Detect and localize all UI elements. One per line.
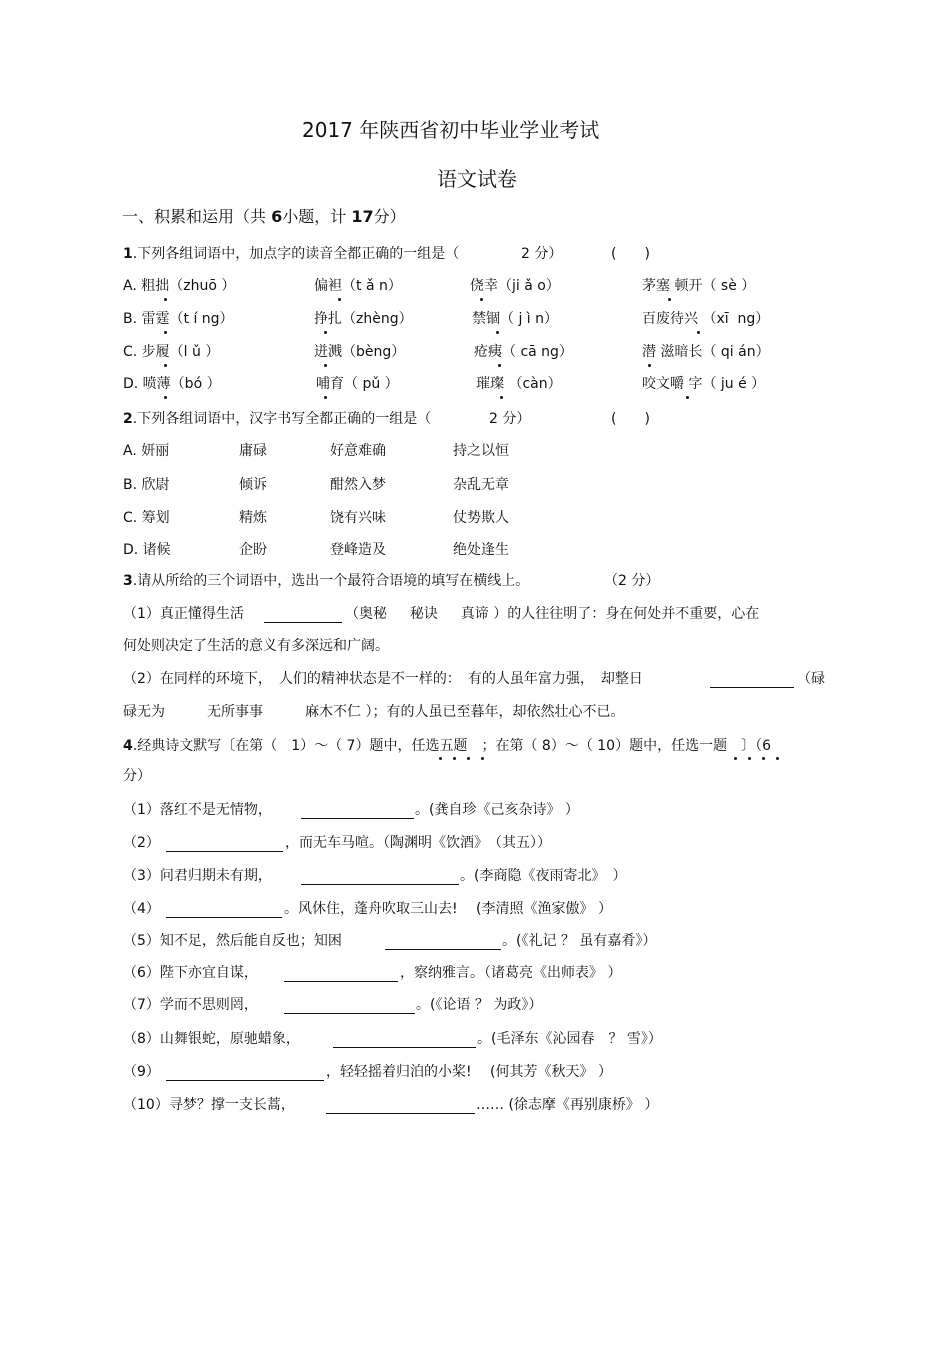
emphasis-dot [481,757,484,760]
q4-item-2-source: ，而无车马喧。（陶渊明《饮酒》 （其五）） [285,835,551,851]
emphasis-dot [697,331,700,334]
emphasis-dot [453,757,456,760]
emphasis-dot [496,331,499,334]
q2-option-b-4: 杂乱无章 [453,477,509,493]
q4-item-9-source: ，轻轻摇着归泊的小桨! (何其芳《秋天》 ） [326,1064,612,1080]
q1-option-c-2: 迸溅（bèng） [314,344,406,360]
q3-part1-blank[interactable] [264,622,342,623]
q3-part1-rest: （奥秘 秘诀 真谛 ）的人往往明了：身在何处并不重要，心在 [345,606,760,622]
q4-item-10-lead: （10）寻梦？撑一支长蒿， [123,1097,295,1113]
q4-item-2-blank[interactable] [166,851,283,852]
q2-option-d-4: 绝处逢生 [453,542,509,558]
q4-item-1-lead: （1）落红不是无情物， [123,802,272,818]
q2-option-a-1: A. 妍丽 [123,443,170,459]
q4-item-4-source: 。风休住，蓬舟吹取三山去! (李清照《渔家傲》 ） [284,901,612,917]
q2-option-a-2: 庸碌 [239,443,267,459]
q3-part2-lead: （2）在同样的环境下， 人们的精神状态是不一样的： 有的人虽年富力强， 却整日 [123,671,643,687]
q4-item-9-blank[interactable] [166,1080,324,1081]
emphasis-dot [439,757,442,760]
q2-option-c-3: 饶有兴味 [330,510,386,526]
q2-option-d-1: D. 诸候 [123,542,171,558]
question-4-stem: 4.经典诗文默写〔在第（ 1）～（ 7）题中，任选五题 ；在第（ 8）～（ 10）题中，任选一题 〕（6 [123,738,771,754]
q1-option-c-1: C. 步履（l ǔ ） [123,344,220,360]
question-4-stem-cont: 分） [123,768,151,784]
question-3-stem: 3.请从所给的三个词语中，选出一个最符合语境的填写在横线上。 [123,573,530,589]
emphasis-dot [762,757,765,760]
q4-item-5-blank[interactable] [385,949,501,950]
q4-item-5-lead: （5）知不足，然后能自反也；知困 [123,933,342,949]
q3-part1-lead: （1）真正懂得生活 [123,606,244,622]
q3-part2-options: （碌 [797,671,825,687]
q4-item-2-lead: （2） [123,835,160,851]
q4-item-7-lead: （7）学而不思则罔， [123,997,258,1013]
q3-part2-cont: 碌无为 无所事事 麻木不仁 ）；有的人虽已至暮年，却依然壮心不已。 [123,704,625,720]
q4-item-7-source: 。(《论语 ？ 为政》） [416,997,543,1013]
emphasis-dot [467,757,470,760]
q1-option-b-2: 挣扎（zhèng） [314,311,413,327]
q1-option-c-3: 疮痍（ cā ng） [474,344,573,360]
q4-item-7-blank[interactable] [284,1013,415,1014]
q4-item-10-blank[interactable] [326,1113,475,1114]
q4-item-6-lead: （6）陛下亦宜自谋， [123,965,258,981]
question-1-score: 2 分） [521,246,563,262]
question-2-stem: 2.下列各组词语中，汉字书写全都正确的一组是（ [123,411,432,427]
emphasis-dot [164,331,167,334]
q1-option-d-4: 咬文嚼 字（ ju é ） [642,376,766,392]
q4-item-6-blank[interactable] [284,981,398,982]
q4-item-3-source: 。(李商隐《夜雨寄北》 ） [460,868,627,884]
emphasis-dot [498,364,501,367]
q2-option-c-1: C. 筹划 [123,510,170,526]
question-1-stem: 1.下列各组词语中，加点字的读音全都正确的一组是（ [123,246,460,262]
q1-option-a-3: 侥幸（ji ǎ o） [470,278,560,294]
question-2-score: 2 分） [489,411,531,427]
question-3-score: （2 分） [604,573,660,589]
emphasis-dot [324,331,327,334]
emphasis-dot [324,364,327,367]
q4-item-1-source: 。(龚自珍《己亥杂诗》 ） [415,802,579,818]
q1-option-a-1: A. 粗拙（zhuō ） [123,278,236,294]
q2-option-b-2: 倾诉 [239,477,267,493]
emphasis-dot [164,396,167,399]
q4-item-8-blank[interactable] [333,1047,476,1048]
emphasis-dot [686,396,689,399]
q1-option-a-4: 茅塞 顿开（ sè ） [642,278,756,294]
q4-item-4-lead: （4） [123,901,160,917]
q2-option-b-3: 酣然入梦 [330,477,386,493]
page-title: 2017 年陕西省初中毕业学业考试 [302,118,600,142]
q4-item-5-source: 。(《礼记 ？ 虽有嘉肴》） [502,933,657,949]
q4-item-3-lead: （3）问君归期未有期， [123,868,272,884]
q1-option-b-3: 禁锢（ j ì n） [472,311,559,327]
q3-part2-blank[interactable] [710,687,794,688]
emphasis-dot [164,298,167,301]
q4-item-10-source: …… (徐志摩《再别康桥》 ） [476,1097,659,1113]
q4-item-4-blank[interactable] [166,917,282,918]
q4-item-1-blank[interactable] [301,818,414,819]
q2-option-d-3: 登峰造及 [330,542,386,558]
emphasis-dot [648,364,651,367]
q1-option-b-1: B. 雷霆（t í ng） [123,311,234,327]
emphasis-dot [324,396,327,399]
emphasis-dot [500,396,503,399]
q1-option-a-2: 偏袒（t ǎ n） [314,278,402,294]
q1-option-c-4: 潜 滋暗长（ qi án） [642,344,770,360]
q1-option-d-3: 璀璨 （càn） [476,376,562,392]
q2-option-d-2: 企盼 [239,542,267,558]
emphasis-dot [164,364,167,367]
q2-option-b-1: B. 欣尉 [123,477,170,493]
q4-item-9-lead: （9） [123,1064,160,1080]
q1-option-d-2: 哺育（ pǔ ） [316,376,399,392]
q2-option-c-4: 仗势欺人 [453,510,509,526]
page-subtitle: 语文试卷 [437,167,517,191]
emphasis-dot [734,757,737,760]
q4-item-6-source: ，察纳雅言。（诸葛亮《出师表》 ） [400,965,622,981]
q2-option-a-4: 持之以恒 [453,443,509,459]
q1-option-d-1: D. 喷薄（bó ） [123,376,221,392]
question-2-answer-paren: ( ) [611,411,650,427]
q2-option-c-2: 精炼 [239,510,267,526]
emphasis-dot [338,298,341,301]
emphasis-dot [776,757,779,760]
question-1-answer-paren: ( ) [611,246,650,262]
q4-item-8-source: 。(毛泽东《沁园春 ？ 雪》） [477,1031,662,1047]
emphasis-dot [480,298,483,301]
q1-option-b-4: 百废待兴 （xī ng） [642,311,770,327]
emphasis-dot [748,757,751,760]
emphasis-dot [668,298,671,301]
section-heading: 一、积累和运用（共 6小题，计 17分） [122,207,406,226]
q4-item-8-lead: （8）山舞银蛇，原驰蜡象， [123,1031,300,1047]
q2-option-a-3: 好意难确 [330,443,386,459]
q3-part1-cont: 何处则决定了生活的意义有多深远和广阔。 [123,638,389,654]
q4-item-3-blank[interactable] [301,884,459,885]
